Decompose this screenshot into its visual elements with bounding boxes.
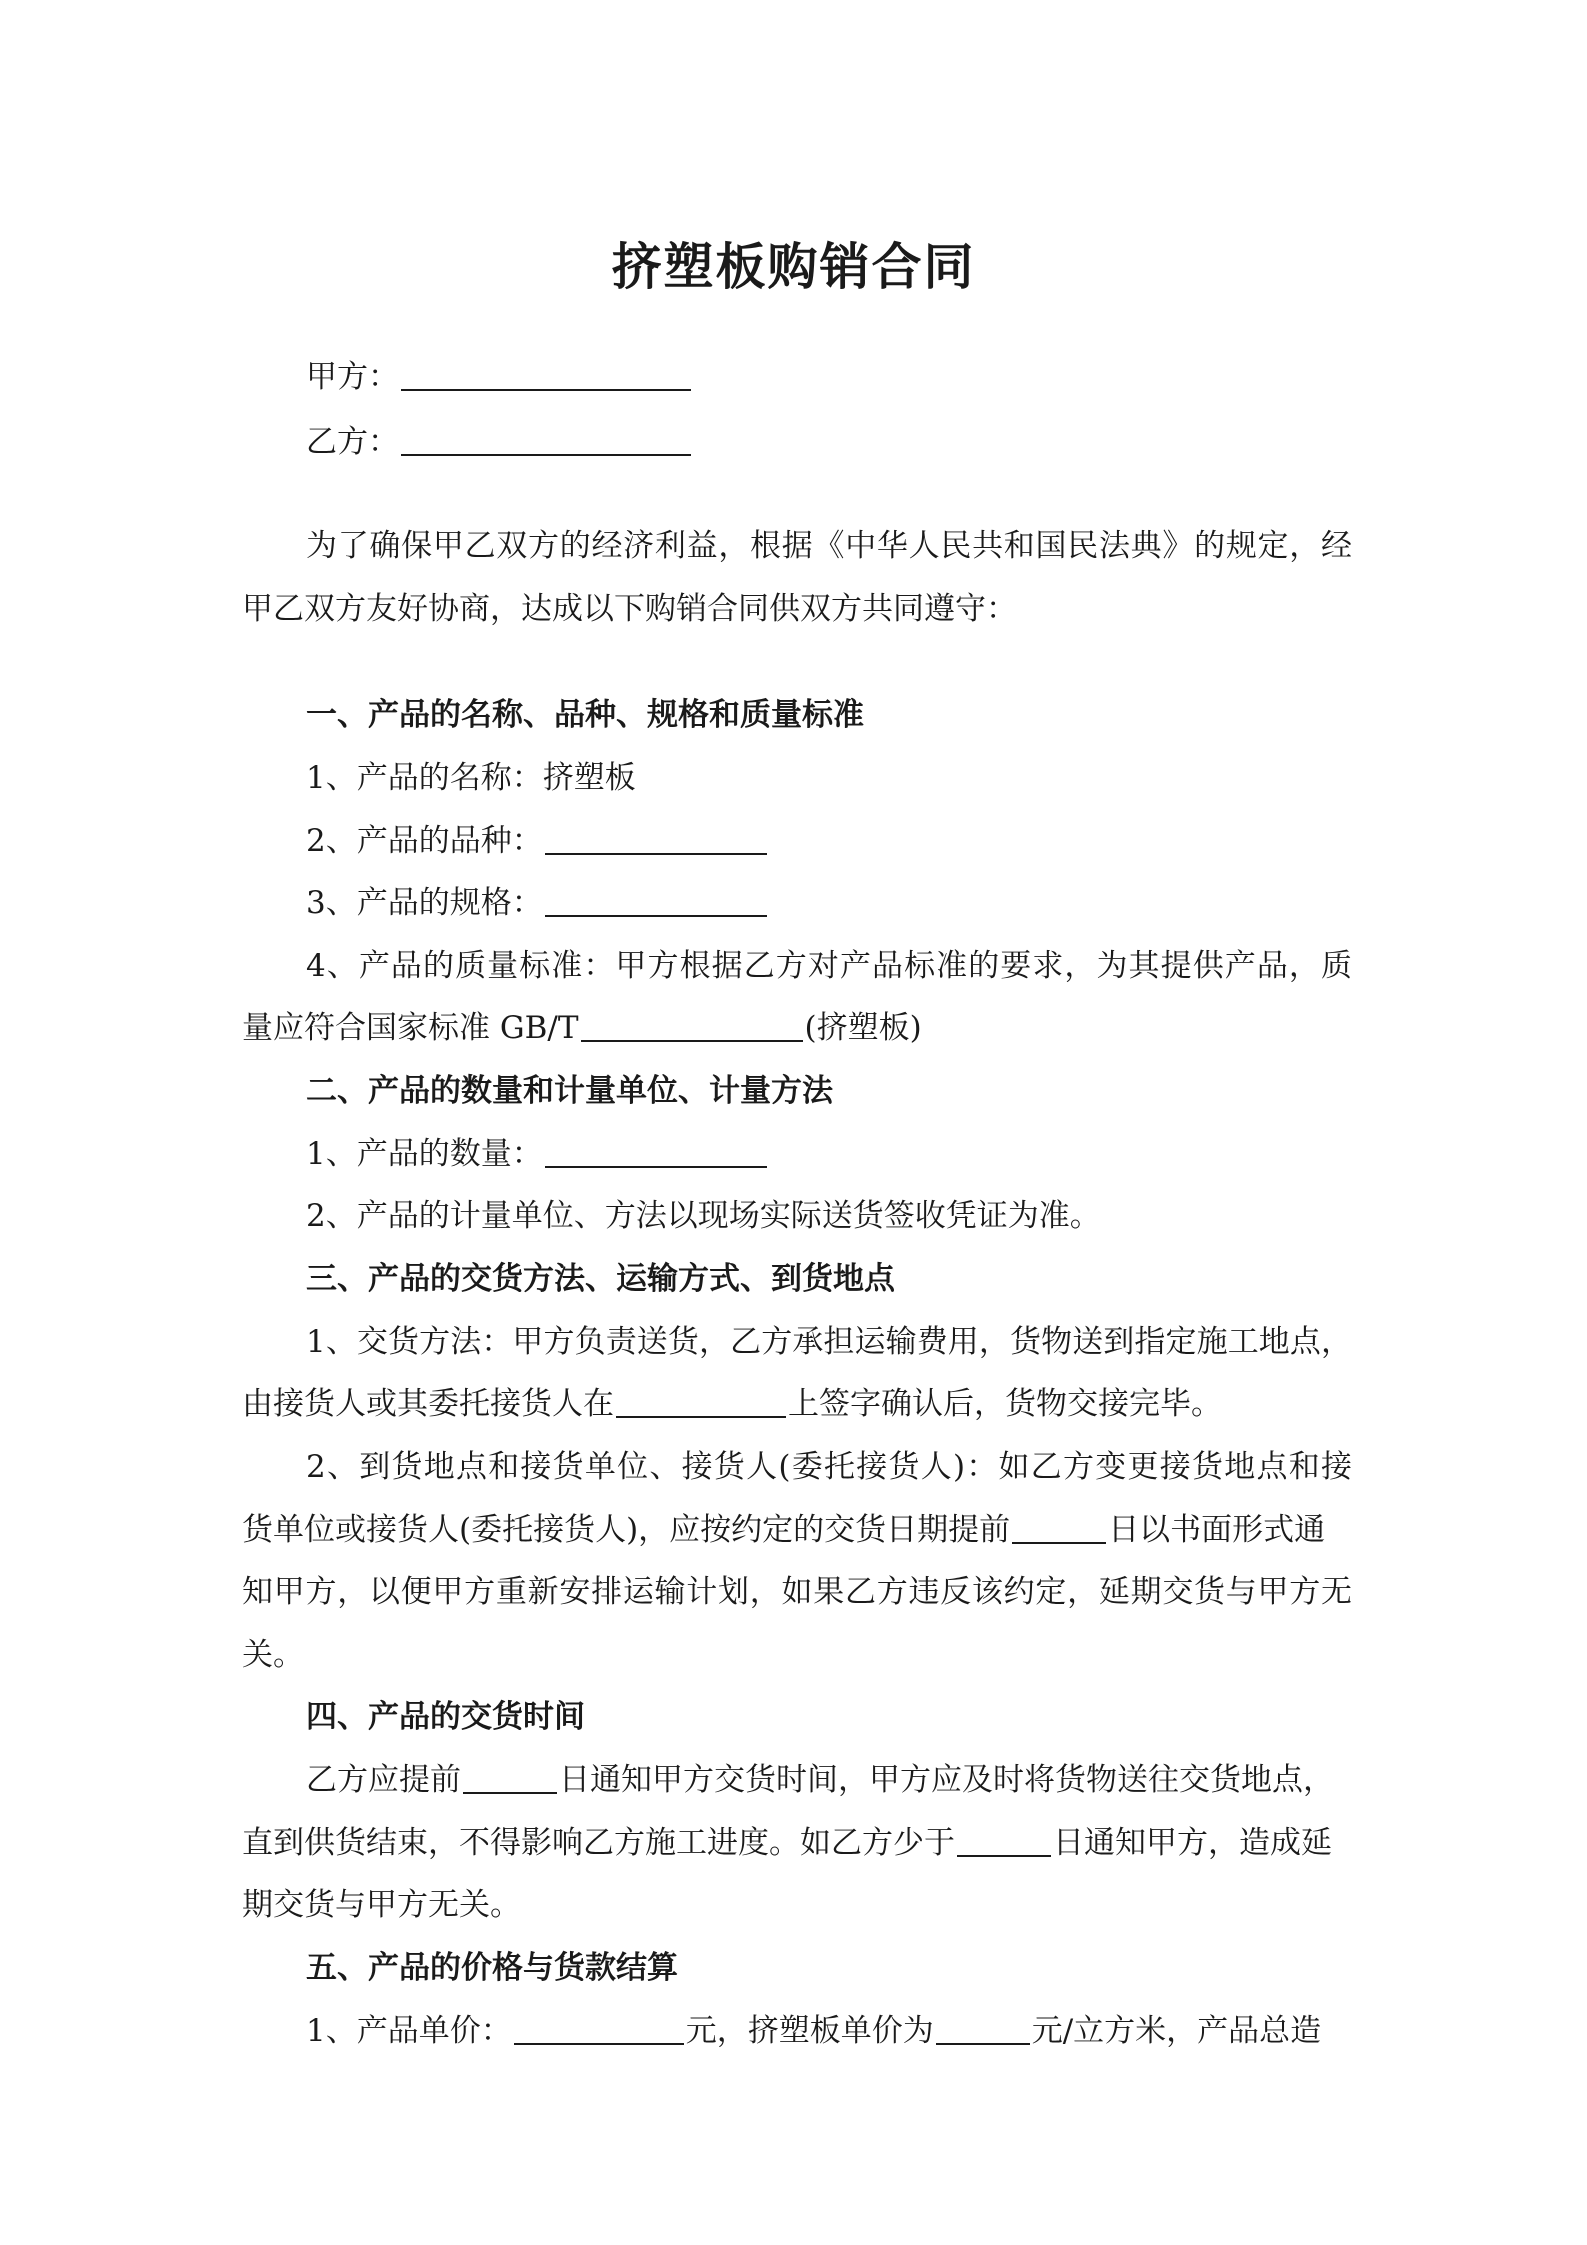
party-a-label: 甲方： [306, 359, 399, 395]
document-title: 挤塑板购销合同 [611, 238, 976, 296]
section-2-item-2: 2、产品的计量单位、方法以现场实际送货签收凭证为准。 [306, 1198, 1101, 1234]
section-3-heading: 三、产品的交货方法、运输方式、到货地点 [306, 1261, 895, 1297]
section-4-line-2: 直到供货结束，不得影响乙方施工进度。如乙方少于 日通知甲方，造成延 [242, 1825, 1332, 1861]
variety-blank [545, 823, 767, 855]
minimum-notice-blank [957, 1825, 1051, 1857]
party-b-blank [401, 424, 691, 456]
advance-notice-blank [463, 1762, 557, 1794]
section-1-item-4-line-1: 4、产品的质量标准：甲方根据乙方对产品标准的要求，为其提供产品，质 [306, 948, 1352, 984]
gbt-standard-blank [581, 1010, 803, 1042]
section-3-item-2-line-1: 2、到货地点和接货单位、接货人(委托接货人)：如乙方变更接货地点和接 [306, 1449, 1352, 1485]
notice-days-blank [1012, 1512, 1106, 1544]
section-1-item-4-line-2: 量应符合国家标准 GB/T (挤塑板) [242, 1010, 922, 1046]
party-b-label: 乙方： [306, 424, 399, 460]
unit-price-blank [514, 2013, 684, 2045]
section-4-line-3: 期交货与甲方无关。 [242, 1887, 521, 1923]
party-b-line [306, 411, 1416, 473]
spec-blank [545, 885, 767, 917]
section-1-heading: 一、产品的名称、品种、规格和质量标准 [306, 697, 864, 733]
intro-line-2: 甲乙双方友好协商，达成以下购销合同供双方共同遵守： [242, 591, 1017, 627]
section-3-item-2-line-3: 知甲方，以便甲方重新安排运输计划，如果乙方违反该约定，延期交货与甲方无 [242, 1574, 1352, 1610]
section-1-item-1: 1、产品的名称：挤塑板 [306, 760, 636, 796]
section-3-item-2-line-2: 货单位或接货人(委托接货人)，应按约定的交货日期提前 日以书面形式通 [242, 1512, 1326, 1548]
section-3-item-1-line-2: 由接货人或其委托接货人在 上签字确认后，货物交接完毕。 [242, 1386, 1222, 1422]
sign-location-blank [616, 1386, 786, 1418]
party-a-blank [401, 359, 691, 391]
section-2-heading: 二、产品的数量和计量单位、计量方法 [306, 1073, 833, 1109]
price-per-cubic-meter-blank [936, 2013, 1030, 2045]
section-2-item-1: 1、产品的数量： [306, 1123, 1416, 1185]
section-3-item-2-line-4: 关。 [242, 1637, 304, 1673]
section-5-item-1: 1、产品单价： 元，挤塑板单价为 元/立方米，产品总造 [306, 2013, 1322, 2049]
section-1-item-2: 2、产品的品种： [306, 810, 1416, 872]
section-4-heading: 四、产品的交货时间 [306, 1699, 585, 1735]
section-4-line-1: 乙方应提前 日通知甲方交货时间，甲方应及时将货物送往交货地点， [306, 1762, 1334, 1798]
intro-line-1: 为了确保甲乙双方的经济利益，根据《中华人民共和国民法典》的规定，经 [306, 528, 1352, 564]
section-1-item-3: 3、产品的规格： [306, 872, 1416, 934]
section-5-heading: 五、产品的价格与货款结算 [306, 1950, 678, 1986]
quantity-blank [545, 1136, 767, 1168]
party-a-line [306, 346, 1416, 408]
section-3-item-1-line-1: 1、交货方法：甲方负责送货，乙方承担运输费用，货物送到指定施工地点， [306, 1324, 1352, 1360]
